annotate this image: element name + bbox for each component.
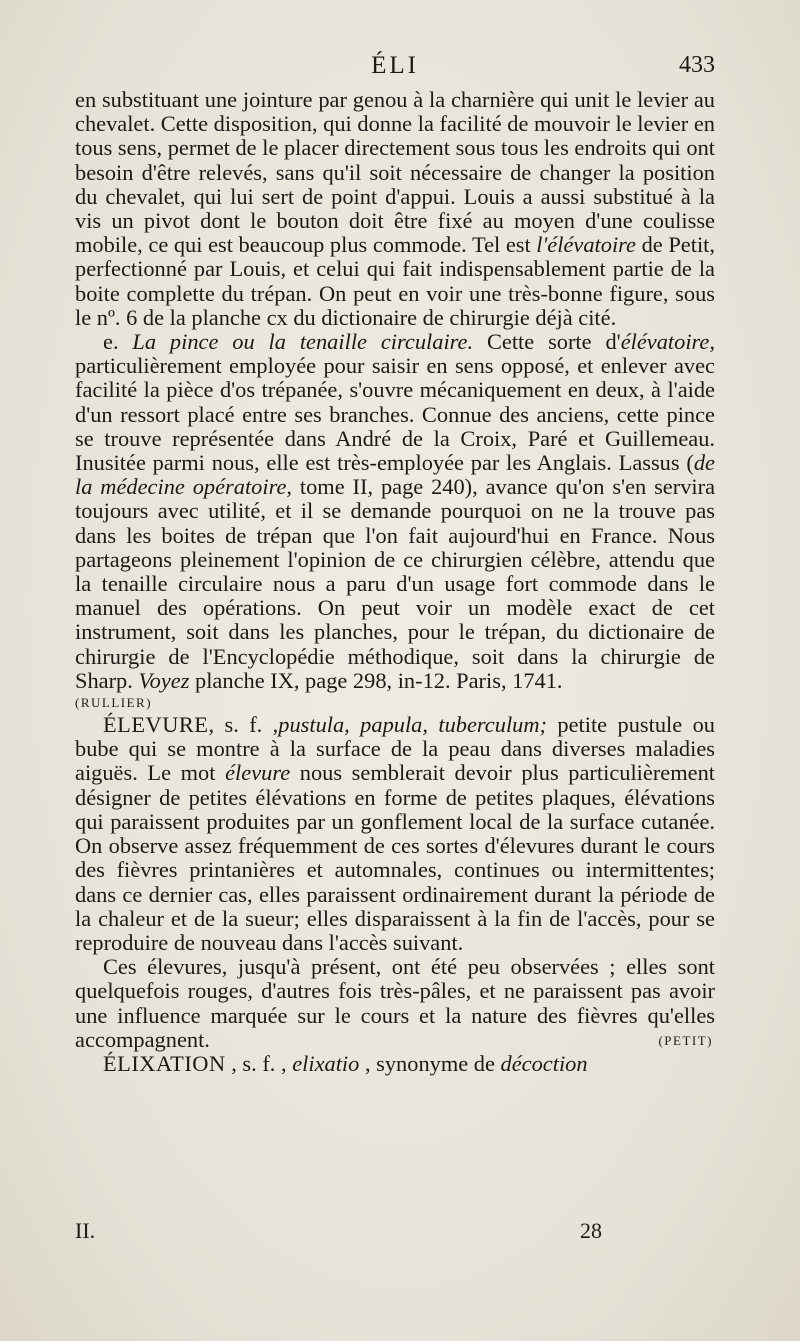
- paragraph-item-e: e. La pince ou la tenaille circulaire. Cette sorte d'élévatoire, particulièrement employée pour saisir en sens opposé, et enlever avec facilité la pièce d'os trépanée, s'ouvre mécaniquement en deux, à l'aide d'un ressort placé entre ses branches. Connue des anciens, cette pince se trouve représentée dans André de la Croix, Paré et Guillemeau. Inusitée parmi nous, elle est très-employée par les Anglais. Lassus (de la médecine opératoire, tome II, page 240), avance qu'on s'en servira toujours avec utilité, et il se demande pourquoi on ne la trouve pas dans les boites de trépan que l'on fait aujourd'hui en France. Nous partageons pleinement l'opinion de ce chirurgien célèbre, attendu que la tenaille circulaire nous a paru d'un usage fort commode dans le manuel des opérations. On peut voir un modèle exact de cet instrument, soit dans les planches, pour le trépan, du dictionaire de chirurgie de l'Encyclopédie méthodique, soit dans la chirurgie de Sharp. Voyez planche IX, page 298, in-12. Paris, 1741.: [75, 329, 716, 693]
- page-footer: [75, 1218, 715, 1248]
- sheet-number: 28: [580, 1218, 602, 1243]
- headword-elixation: ÉLIXATION: [103, 1050, 226, 1076]
- body-text: [75, 88, 715, 1076]
- running-title: ÉLI: [371, 52, 419, 79]
- headword-elevure: ÉLEVURE: [103, 712, 209, 738]
- item-title: La pince ou la tenaille circulaire.: [132, 329, 474, 355]
- author-signature-rullier: (RULLIER): [75, 695, 153, 711]
- paragraph-elevatoire-continued: en substituant une jointure par genou à la charnière qui unit le levier au chevalet. Cette disposition, qui donne la facilité de mouvoir le levier en tous sens, permet de le placer directement sous tous les endroits qui ont besoin d'être relevés, sans qu'il soit nécessaire de changer la position du chevalet, qui lui sert de point d'appui. Louis a aussi substitué à la vis un pivot dont le bouton doit être fixé au moyen d'une coulisse mobile, ce qui est beaucoup plus commode. Tel est l'élévatoire de Petit, perfectionné par Louis, et celui qui fait indispensablement partie de la boite complette du trépan. On peut en voir une très-bonne figure, sous le nº. 6 de la planche cx du dictionaire de chirurgie déjà cité.: [75, 87, 715, 330]
- signature-mark: II.: [75, 1218, 96, 1243]
- author-signature-petit: (PETIT): [658, 1032, 713, 1048]
- page-number: 433: [679, 52, 715, 78]
- entry-elixation: ÉLIXATION , s. f. , elixatio , synonyme de décoction: [103, 1050, 588, 1076]
- running-head: [75, 52, 715, 84]
- entry-elevure: ÉLEVURE, s. f. ,pustula, papula, tuberculum; petite pustule ou bube qui se montre à la surface de la peau dans diverses maladies aiguës. Le mot élevure nous semblerait devoir plus particulièrement désigner de petites élévations en forme de petites plaques, élévations qui paraissent produites par un gonflement local de la surface cutanée. On observe assez fréquemment de ces sortes d'élevures durant le cours des fièvres printanières et automnales, continues ou intermittentes; dans ce dernier cas, elles paraissent ordinairement durant la période de la chaleur et de la sueur; elles disparaissent à la fin de l'accès, pour se reproduire de nouveau dans l'accès suivant.: [75, 712, 716, 955]
- item-marker: e.: [103, 329, 119, 355]
- paragraph-elevure-observations: Ces élevures, jusqu'à présent, ont été peu observées ; elles sont quelquefois rouges, d'autres fois très-pâles, et ne paraissent pas avoir une influence marquée sur le cours et la nature des fièvres qu'elles accompagnent. (PETIT): [75, 954, 715, 1052]
- latin-terms: pustula, papula, tuberculum;: [278, 712, 547, 738]
